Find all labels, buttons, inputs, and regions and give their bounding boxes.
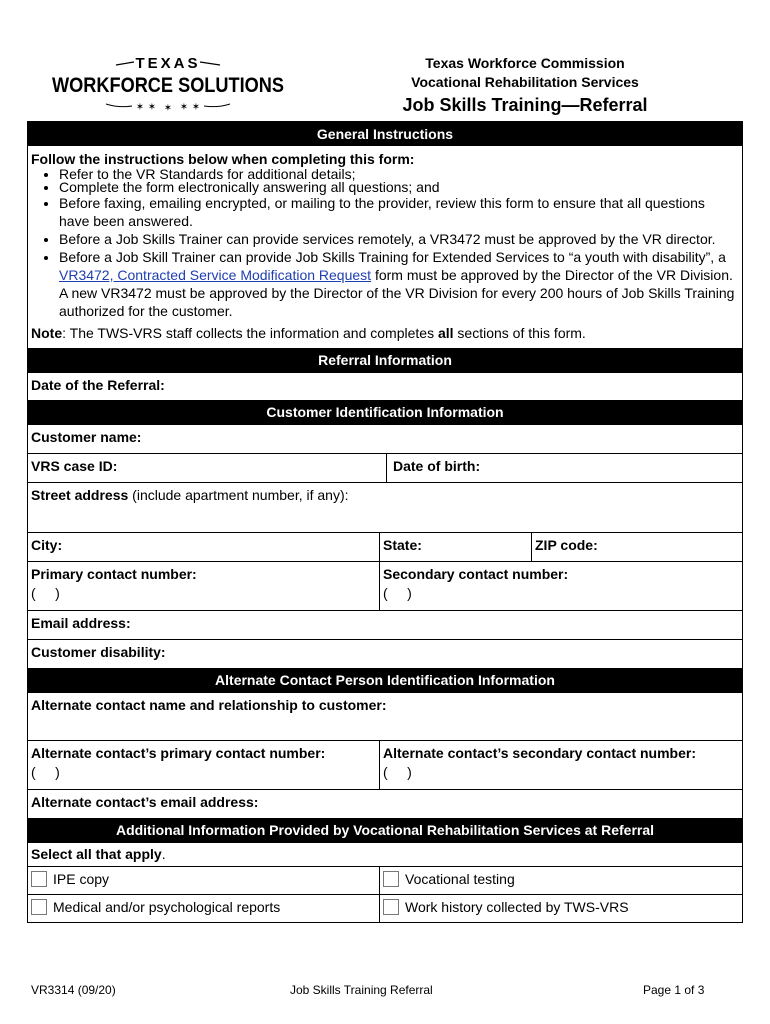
note-emphasis: all — [437, 325, 454, 341]
additional-information-heading: Additional Information Provided by Vocational Rehabilitation Services at Referral — [28, 818, 742, 842]
footer-form-name: Job Skills Training Referral — [290, 983, 433, 997]
instruction-item: • Before faxing, emailing encrypted, or mailing to the provider, review this form to ensure that all questions have been answered. — [59, 194, 739, 230]
option-vocational-testing[interactable] — [379, 867, 742, 894]
option-label: Work history collected by TWS-VRS — [405, 899, 629, 915]
note-label: Note — [31, 325, 63, 341]
option-medical-reports[interactable] — [28, 895, 379, 922]
form-title: Job Skills Training—Referral — [402, 95, 648, 115]
note-text: sections of this form. — [453, 325, 586, 341]
alternate-primary-value: ( ) — [31, 764, 60, 780]
instruction-item: • Refer to the VR Standards for additional details; — [59, 168, 739, 180]
option-work-history[interactable] — [379, 895, 742, 922]
street-address-field[interactable] — [28, 483, 742, 532]
option-label: Medical and/or psychological reports — [53, 899, 281, 915]
option-label: IPE copy — [53, 871, 110, 887]
secondary-contact-label: Secondary contact number: — [383, 566, 569, 582]
select-all-period: . — [161, 846, 166, 862]
referral-date-field[interactable]: Date of the Referral: — [31, 377, 165, 393]
alternate-primary-label: Alternate contact’s primary contact number: — [31, 745, 326, 761]
svg-text:✶: ✶ — [179, 102, 189, 113]
logo-wordmark: WORKFORCE SOLUTIONS — [52, 74, 284, 97]
footer-form-id: VR3314 (09/20) — [31, 983, 116, 997]
general-instructions-heading: General Instructions — [28, 122, 742, 146]
referral-information-heading: Referral Information — [28, 348, 742, 372]
svg-text:✶: ✶ — [163, 103, 173, 114]
note-text: : The TWS-VRS staff collects the information and completes — [62, 325, 438, 341]
street-address-label: Street address — [31, 487, 129, 503]
customer-disability-field[interactable]: Customer disability: — [31, 644, 166, 660]
primary-contact-field[interactable] — [28, 562, 379, 610]
instruction-list — [31, 168, 739, 320]
street-address-hint: (include apartment number, if any): — [128, 487, 349, 503]
vr3472-link[interactable]: VR3472, Contracted Service Modification Request — [59, 267, 372, 283]
email-address-field[interactable]: Email address: — [31, 615, 131, 631]
instruction-text: form must be approved by the Director of the VR Division. A new VR3472 must be approved by the Director of the VR Division for every 200 hours of Job Skills Training authorized for the customer. — [59, 267, 735, 319]
checkbox[interactable] — [383, 899, 399, 915]
date-of-birth-field[interactable]: Date of birth: — [386, 454, 742, 482]
zip-code-field[interactable]: ZIP code: — [531, 533, 742, 561]
svg-text:✶: ✶ — [135, 102, 145, 113]
org-division: Vocational Rehabilitation Services — [411, 74, 639, 90]
footer-page-number: Page 1 of 3 — [643, 983, 705, 997]
svg-text:✶: ✶ — [191, 102, 201, 113]
secondary-contact-field[interactable] — [379, 562, 742, 610]
svg-text:✶: ✶ — [147, 102, 157, 113]
vrs-case-id-field[interactable]: VRS case ID: — [31, 458, 118, 474]
logo-texas: TEXAS — [135, 55, 201, 72]
instructions-lead: Follow the instructions below when completing this form: — [31, 151, 415, 167]
checkbox[interactable] — [31, 871, 47, 887]
instruction-item: • Before a Job Skills Trainer can provide services remotely, a VR3472 must be approved by the VR director. — [59, 230, 739, 248]
general-instructions — [28, 146, 742, 348]
alternate-contact-name-field[interactable]: Alternate contact name and relationship to customer: — [31, 697, 387, 713]
checkbox[interactable] — [31, 899, 47, 915]
primary-contact-value: ( ) — [31, 585, 60, 601]
alternate-secondary-contact-field[interactable] — [379, 741, 742, 789]
alternate-primary-contact-field[interactable] — [28, 741, 379, 789]
alternate-secondary-value: ( ) — [383, 764, 412, 780]
select-all-instruction — [28, 843, 742, 866]
secondary-contact-value: ( ) — [383, 585, 412, 601]
select-all-label: Select all that apply — [31, 846, 162, 862]
alternate-contact-heading: Alternate Contact Person Identification Information — [28, 668, 742, 692]
primary-contact-label: Primary contact number: — [31, 566, 197, 582]
texas-workforce-solutions-logo — [48, 52, 288, 118]
instruction-item: • Complete the form electronically answering all questions; and — [59, 180, 739, 194]
org-name: Texas Workforce Commission — [425, 55, 625, 71]
checkbox[interactable] — [383, 871, 399, 887]
referral-form — [27, 121, 743, 923]
instruction-item — [59, 248, 739, 320]
state-field[interactable]: State: — [379, 533, 531, 561]
instruction-text: Before a Job Skill Trainer can provide Job Skills Training for Extended Services to “a youth with disability”, a — [59, 249, 726, 265]
note — [31, 324, 739, 342]
customer-name-field[interactable]: Customer name: — [31, 429, 142, 445]
alternate-email-field[interactable]: Alternate contact’s email address: — [31, 794, 259, 810]
customer-identification-heading: Customer Identification Information — [28, 400, 742, 424]
option-ipe-copy[interactable] — [28, 867, 379, 894]
alternate-secondary-label: Alternate contact’s secondary contact number: — [383, 745, 697, 761]
city-field[interactable]: City: — [31, 537, 63, 553]
option-label: Vocational testing — [405, 871, 515, 887]
